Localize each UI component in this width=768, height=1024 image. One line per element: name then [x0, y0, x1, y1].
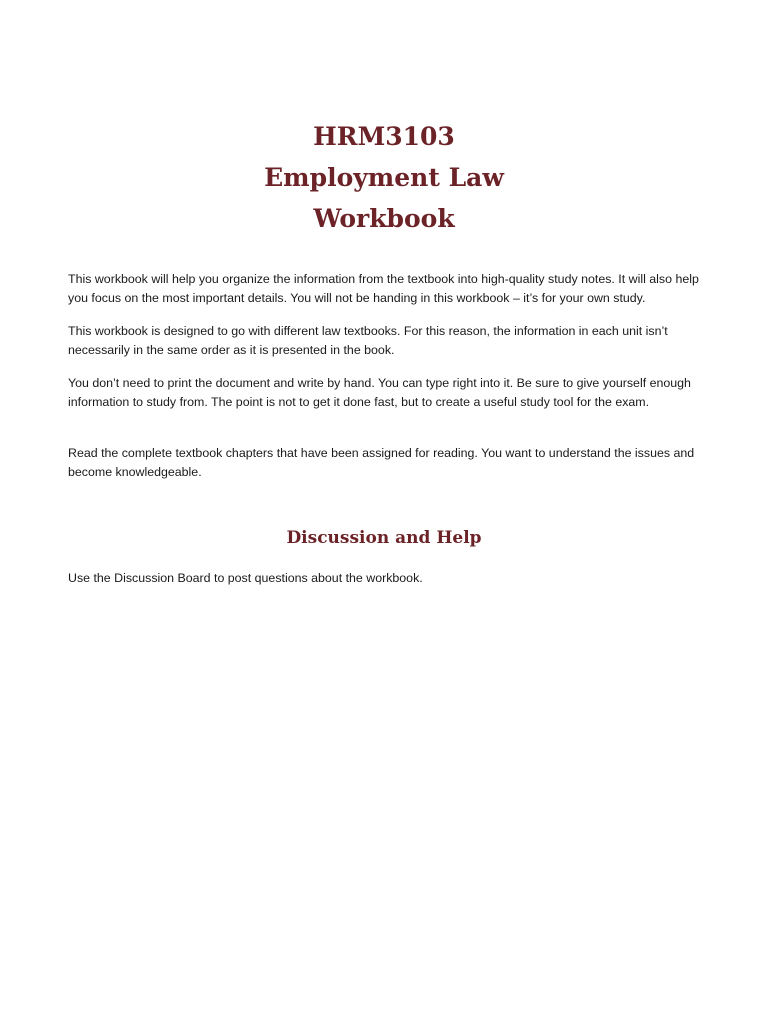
intro-paragraph-3 — [68, 374, 708, 411]
paragraph-text: This workbook will help you organize the information from the textbook into high-quality study notes. It will also help you focus on the most important details. You will not be handing in this workbook – it’s for your own study. — [68, 272, 699, 305]
intro-paragraph-2 — [68, 322, 708, 359]
intro-paragraph-4 — [68, 444, 708, 481]
document-type: Workbook — [313, 204, 455, 233]
paragraph-text: You don’t need to print the document and write by hand. You can type right into it. Be sure to give yourself enough information to study from. The point is not to get it done fast, but to create a useful study tool for the exam. — [68, 376, 691, 409]
paragraph-text: Read the complete textbook chapters that have been assigned for reading. You want to understand the issues and become knowledgeable. — [68, 446, 695, 479]
intro-paragraph-1 — [68, 270, 708, 307]
document-title — [0, 116, 768, 239]
paragraph-text: This workbook is designed to go with different law textbooks. For this reason, the information in each unit isn’t necessarily in the same order as it is presented in the book. — [68, 324, 668, 357]
paragraph-text: Use the Discussion Board to post questions about the workbook. — [68, 571, 423, 585]
discussion-paragraph — [68, 569, 708, 588]
course-name: Employment Law — [264, 163, 504, 192]
section-heading-discussion: Discussion and Help — [286, 528, 482, 548]
course-code: HRM3103 — [313, 122, 455, 151]
